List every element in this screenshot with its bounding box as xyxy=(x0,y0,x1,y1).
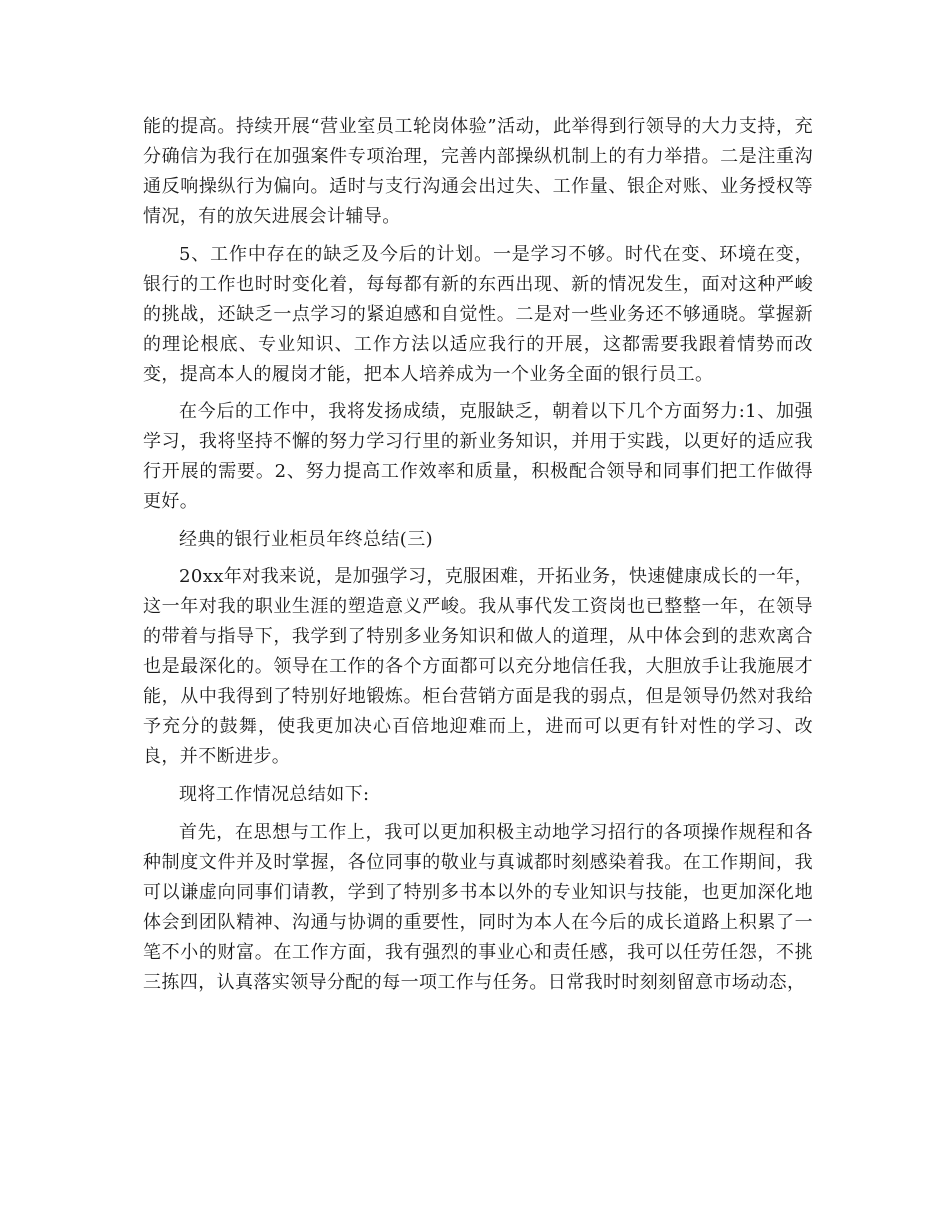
paragraph-5: 20xx年对我来说，是加强学习，克服困难，开拓业务，快速健康成长的一年，这一年对我的职业生涯的塑造意义严峻。我从事代发工资岗也已整整一年，在领导的带着与指导下，我学到了特别多业务知识和做人的道理，从中体会到的悲欢离合也是最深化的。领导在工作的各个方面都可以充分地信任我，大胆放手让我施展才能，从中我得到了特别好地锻炼。柜台营销方面是我的弱点，但是领导仍然对我给予充分的鼓舞，使我更加决心百倍地迎难而上，进而可以更有针对性的学习、改良，并不断进步。 xyxy=(143,566,813,768)
paragraph-1: 能的提高。持续开展“营业室员工轮岗体验”活动，此举得到行领导的大力支持，充分确信为我行在加强案件专项治理，完善内部操纵机制上的有力举措。二是注重沟通反响操纵行为偏向。适时与支行沟通会出过失、工作量、银企对账、业务授权等情况，有的放矢进展会计辅导。 xyxy=(143,116,813,227)
paragraph-3: 在今后的工作中，我将发扬成绩，克服缺乏，朝着以下几个方面努力:1、加强学习，我将坚持不懈的努力学习行里的新业务知识，并用于实践，以更好的适应我行开展的需要。2、努力提高工作效率和质量，积极配合领导和同事们把工作做得更好。 xyxy=(143,401,813,513)
section-heading: 经典的银行业柜员年终总结(三) xyxy=(179,528,434,550)
paragraph-7: 首先，在思想与工作上，我可以更加积极主动地学习招行的各项操作规程和各种制度文件并及时掌握，各位同事的敬业与真诚都时刻感染着我。在工作期间，我可以谦虚向同事们请教，学到了特别多书本以外的专业知识与技能，也更加深化地体会到团队精神、沟通与协调的重要性，同时为本人在今后的成长道路上积累了一笔不小的财富。在工作方面，我有强烈的事业心和责任感，我可以任劳任怨，不挑三拣四，认真落实领导分配的每一项工作与任务。日常我时时刻刻留意市场动态， xyxy=(143,821,813,993)
paragraph-6: 现将工作情况总结如下: xyxy=(179,783,370,805)
paragraph-2: 5、工作中存在的缺乏及今后的计划。一是学习不够。时代在变、环境在变，银行的工作也时时变化着，每每都有新的东西出现、新的情况发生，面对这种严峻的挑战，还缺乏一点学习的紧迫感和自觉性。二是对一些业务还不够通晓。掌握新的理论根底、专业知识、工作方法以适应我行的开展，这都需要我跟着情势而改变，提高本人的履岗才能，把本人培养成为一个业务全面的银行员工。 xyxy=(143,243,813,385)
document-body xyxy=(143,112,813,1005)
